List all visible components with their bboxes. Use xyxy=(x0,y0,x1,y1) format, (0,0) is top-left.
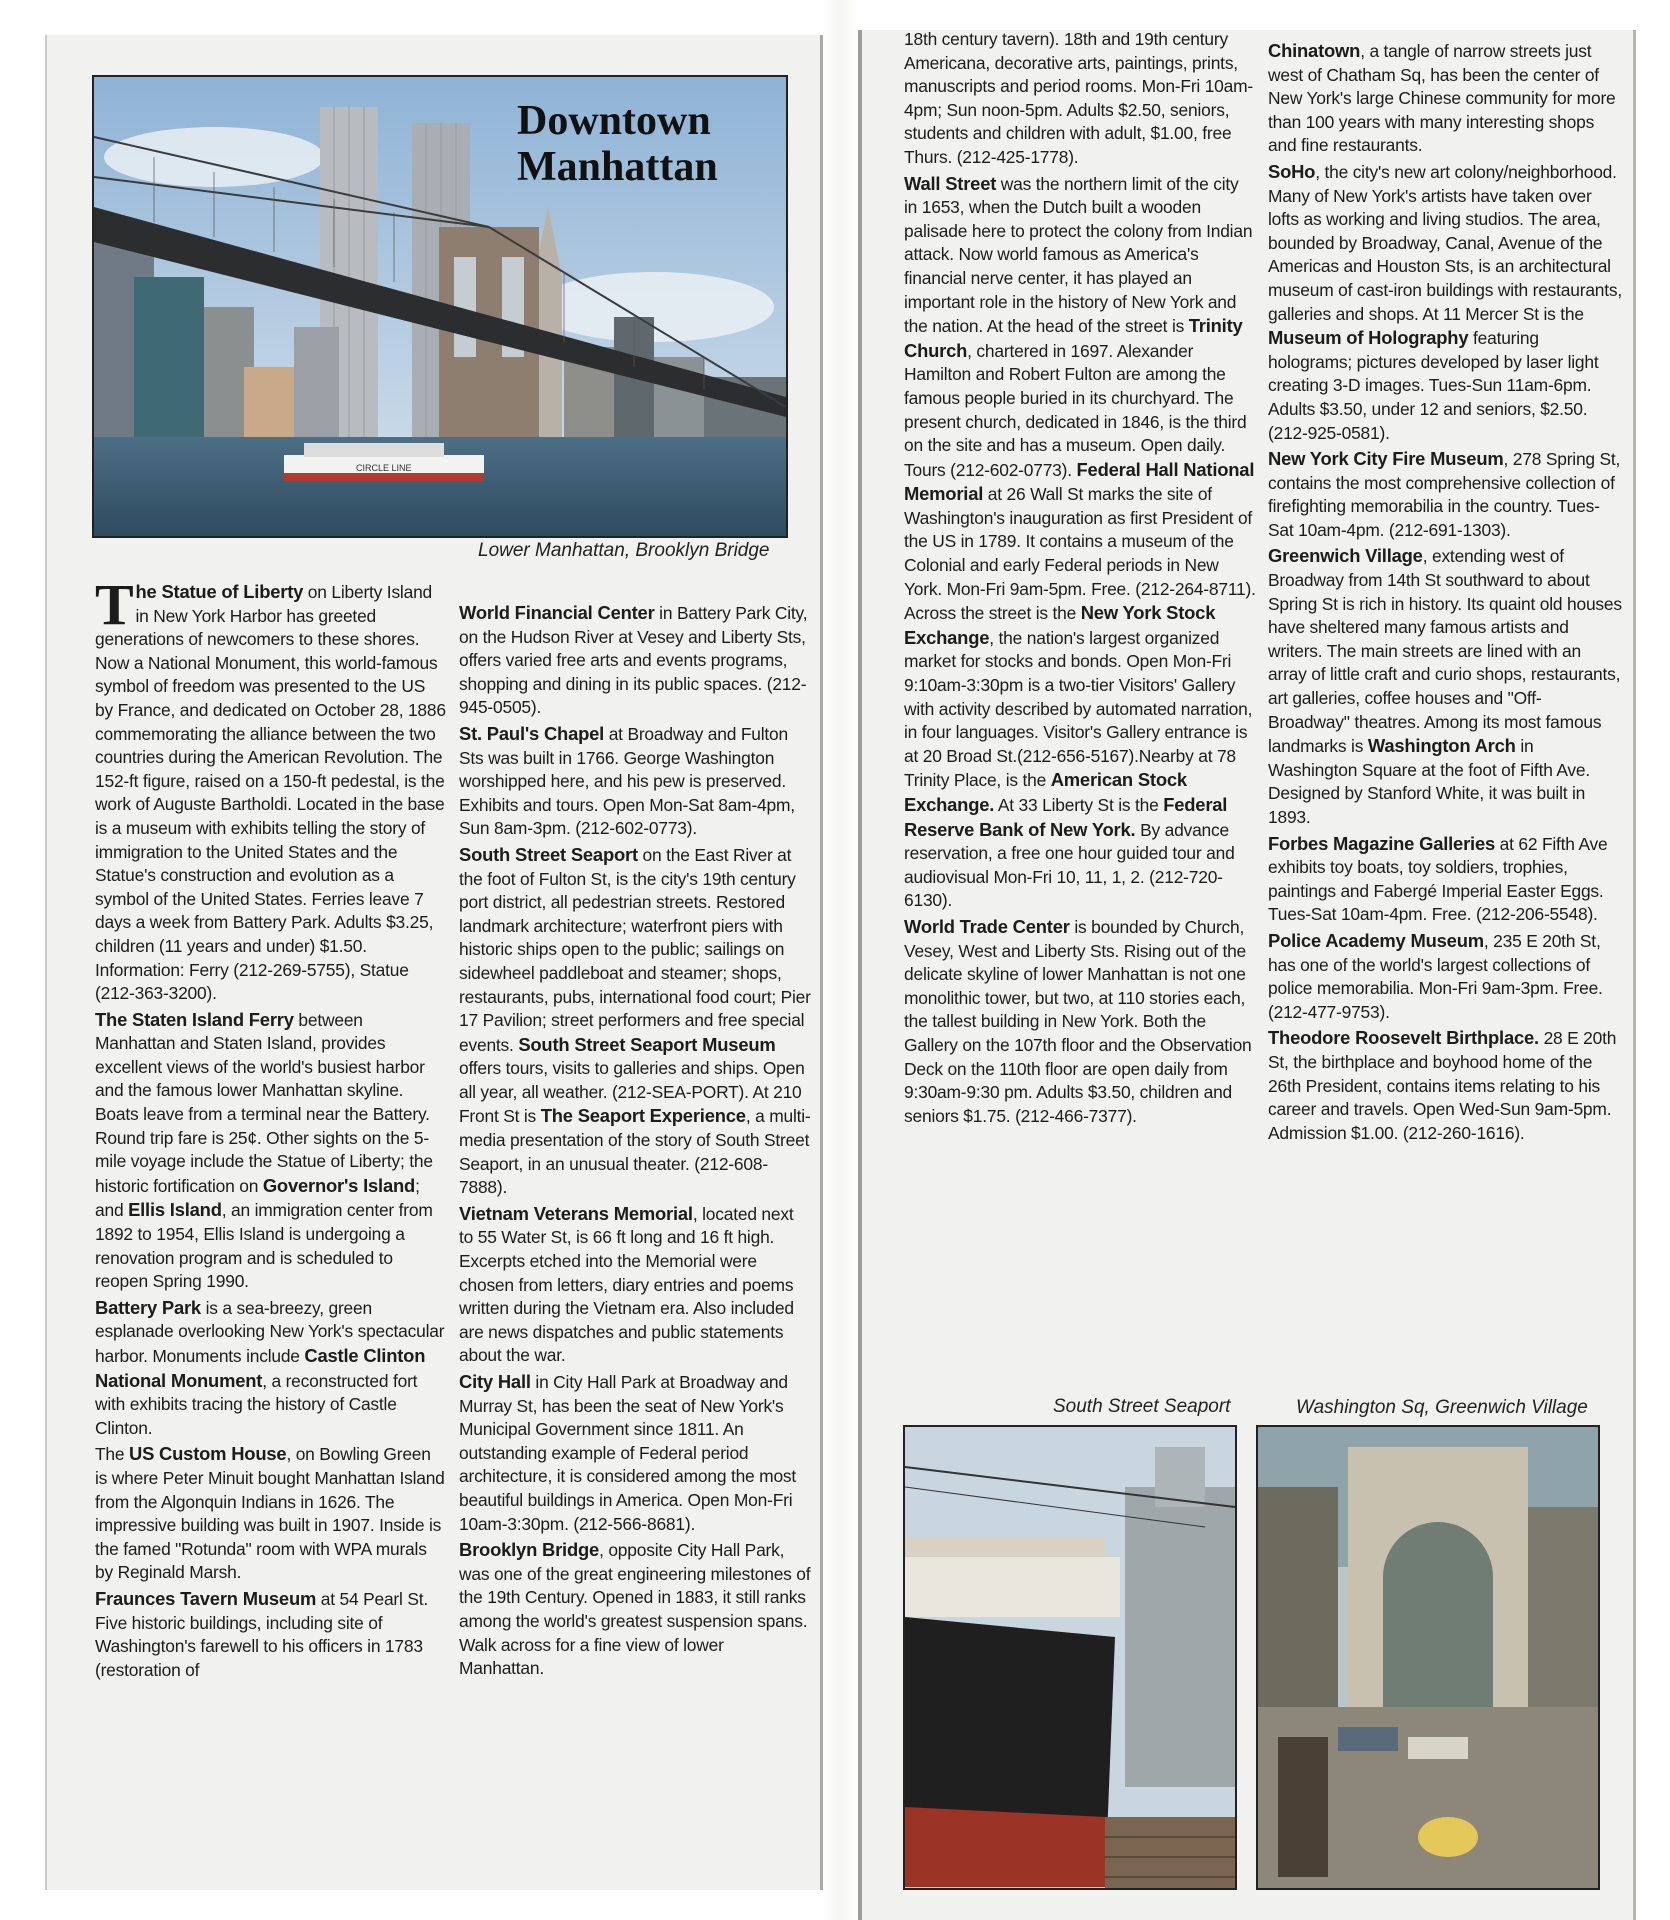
paragraph-brooklyn-bridge xyxy=(459,1538,811,1681)
paragraph-fire-museum xyxy=(1268,447,1623,542)
heading-federal-hall: Federal Hall National Memorial xyxy=(904,458,1255,505)
seaport-photo-caption: South Street Seaport xyxy=(1053,1396,1231,1417)
heading-st-pauls-chapel: St. Paul's Chapel xyxy=(459,722,605,744)
title-line-1: Downtown xyxy=(517,98,711,144)
heading-nyse: New York Stock Exchange xyxy=(904,602,1216,648)
heading-battery-park: Battery Park xyxy=(95,1296,201,1318)
heading-police-museum: Police Academy Museum xyxy=(1268,929,1484,951)
heading-brooklyn-bridge: Brooklyn Bridge xyxy=(459,1539,600,1561)
text-statue-of-liberty: on Liberty Island in New York Harbor has greeted generations of newcomers to these shores. Now a National Monument, this world-famous symbol of freedom was presented to the US by France, and dedicated on October 28, 1886 commemorating the alliance between the two countries during the American Revolution. The 152-ft figure, raised on a 150-ft pedestal, is the work of Auguste Bartholdi. Located in the base is a museum with exhibits telling the story of immigration to the United States and the Statue's construction and evolution as a symbol of the United States. Ferries leave 7 days a week from Battery Park. Adults $3.25, children (11 years and under) $1.50. Information: Ferry (212-269-5755), Statue (212-363-3200). xyxy=(95,582,446,1004)
heading-city-hall: City Hall xyxy=(459,1371,531,1392)
column-1 xyxy=(95,572,447,1684)
text-seaport-3: , a multi-media presentation of the story of South Street Seaport, in an unusual theater. (212-608-7888). xyxy=(459,1106,811,1198)
column-3 xyxy=(904,28,1256,1130)
text-wall-street-4: , the nation's largest organized market for stocks and bonds. Open Mon-Fri 9:10am-3:30pm is a two-tier Visitors' Gallery with activity described by automated narration, in four languages. Visitor's Gallery entrance is at 20 Broad St.(212-656-5167).Nearby at 78 Trinity Place, is the xyxy=(904,627,1253,791)
heading-world-trade-center: World Trade Center xyxy=(904,915,1070,937)
column-2 xyxy=(459,601,811,1683)
text-st-pauls-chapel: at Broadway and Fulton Sts was built in 1766. George Washington worshipped here, and his pew is preserved. Exhibits and tours. Open Mon-Sat 8am-4pm, Sun 8am-3pm. (212-602-0773). xyxy=(459,723,795,839)
paragraph-soho xyxy=(1268,160,1623,445)
text-fraunces-continued: 18th century tavern). 18th and 19th century Americana, decorative arts, paintings, prints, manuscripts and period rooms. Mon-Fri 10am-4pm; Sun noon-5pm. Adults $2.50, seniors, students and children with adult, $1.00, free Thurs. (212-425-1778). xyxy=(904,29,1254,167)
heading-forbes-galleries: Forbes Magazine Galleries xyxy=(1268,832,1496,854)
heading-south-street-seaport: South Street Seaport xyxy=(459,843,638,865)
heading-roosevelt-birthplace: Theodore Roosevelt Birthplace. xyxy=(1268,1027,1539,1049)
paragraph-city-hall xyxy=(459,1370,811,1536)
heading-ellis-island: Ellis Island xyxy=(128,1199,222,1221)
text-vietnam-memorial: , located next to 55 Water St, is 66 ft long and 16 ft high. Excerpts etched into the Memorial were chosen from letters, diary entries and poems written during the Vietnam era. Also included are news dispatches and public statements about the war. xyxy=(459,1203,794,1366)
text-fire-museum: , 278 Spring St, contains the most comprehensive collection of firefighting memorabilia in the country. Tues-Sat 10am-4pm. (212-691-1303). xyxy=(1268,449,1621,540)
text-soho-1: , the city's new art colony/neighborhood. Many of New York's artists have taken over lofts as working and living studios. The area, bounded by Broadway, Canal, Avenue of the Americas and Houston Sts, is an architectural museum of cast-iron buildings with restaurants, galleries and shops. At 11 Mercer St is the xyxy=(1268,161,1623,324)
heading-seaport-museum: South Street Seaport Museum xyxy=(518,1033,776,1055)
text-city-hall: in City Hall Park at Broadway and Murray St, has been the seat of New York's Municipal Government since 1811. An outstanding example of Federal period architecture, it is considered among the most beautiful buildings in America. Open Mon-Fri 10am-3:30pm. (212-566-8681). xyxy=(459,1372,797,1534)
text-chinatown: , a tangle of narrow streets just west of Chatham Sq, has been the center of New York's large Chinese community for more than 100 years with many interesting shops and fine restaurants. xyxy=(1268,41,1616,156)
text-staten-ferry-2: ; and xyxy=(95,1175,420,1221)
text-wall-street-6: By advance reservation, a free one hour guided tour and audiovisual Mon-Fri 10, 11, 1, 2. (212-720-6130). xyxy=(904,819,1235,911)
text-staten-ferry-3: , an immigration center from 1892 to 1954, Ellis Island is undergoing a renovation program and is scheduled to reopen Spring 1990. xyxy=(95,1200,433,1292)
paragraph-staten-island-ferry xyxy=(95,1008,447,1294)
text-battery-park-1: is a sea-breezy, green esplanade overlooking New York's spectacular harbor. Monuments include xyxy=(95,1297,445,1366)
heading-soho: SoHo xyxy=(1268,160,1316,182)
text-greenwich-1: , extending west of Broadway from 14th St southward to about Spring St is rich in history. Its quaint old houses have sheltered many famous artists and writers. The main streets are lined with an array of little craft and curio shops, restaurants, art galleries, coffee houses and "Off-Broadway" theatres. Among its most famous landmarks is xyxy=(1268,546,1622,757)
text-seaport-2: offers tours, visits to galleries and ships. Open all year, all weather. (212-SEA-PORT). At 210 Front St is xyxy=(459,1058,805,1127)
washington-square-photo xyxy=(1256,1425,1600,1890)
heading-vietnam-memorial: Vietnam Veterans Memorial xyxy=(459,1202,693,1224)
paragraph-fraunces-continued xyxy=(904,28,1256,170)
heading-greenwich-village: Greenwich Village xyxy=(1268,545,1423,567)
ferry-label: CIRCLE LINE xyxy=(356,463,412,473)
washington-square-illustration xyxy=(1258,1427,1598,1888)
heading-us-custom-house: US Custom House xyxy=(129,1443,287,1465)
paragraph-fraunces-tavern xyxy=(95,1587,447,1682)
paragraph-statue-of-liberty xyxy=(95,572,447,1006)
text-wall-street-2: , chartered in 1697. Alexander Hamilton and Robert Fulton are among the famous people buried in its churchyard. The present church, dedicated in 1846, is the third on the site and has a museum. Open daily. Tours (212-602-0773). xyxy=(904,340,1247,480)
text-wall-street-3: at 26 Wall St marks the site of Washington's inauguration as first President of the US in 1789. It contains a museum of the Colonial and early Federal periods in New York. Mon-Fri 9am-5pm. Free. (212-264-8711). Across the street is the xyxy=(904,484,1256,624)
text-custom-house-0: The xyxy=(95,1444,129,1465)
text-world-financial-center: in Battery Park City, on the Hudson River at Vesey and Liberty Sts, offers varied free arts and events programs, shopping and dining in its public spaces. (212-945-0505). xyxy=(459,603,808,718)
heading-chinatown: Chinatown xyxy=(1268,40,1361,61)
text-world-trade-center: is bounded by Church, Vesey, West and Liberty Sts. Rising out of the delicate skyline of lower Manhattan is not one monolithic tower, but two, at 110 stories each, the tallest building in New York. Both the Gallery on the 107th floor and the Observation Deck on the 110th floor are open daily from 9:30am-9:30 pm. Adults $3.50, children and seniors $1.75. (212-466-7377). xyxy=(904,916,1252,1126)
text-soho-2: featuring holograms; pictures developed by laser light creating 3-D images. Tues-Sun 11am-6pm. Adults $3.50, under 12 and seniors, $2.50. (212-925-0581). xyxy=(1268,328,1599,443)
fold-gap xyxy=(823,0,858,1920)
text-wall-street-5: At 33 Liberty St is the xyxy=(994,795,1164,815)
text-forbes-galleries: at 62 Fifth Ave exhibits toy boats, toy soldiers, trophies, paintings and Fabergé Imperial Easter Eggs. Tues-Sat 10am-4pm. Free. (212-206-5548). xyxy=(1268,833,1608,925)
heading-castle-clinton: Castle Clinton National Monument xyxy=(95,1345,426,1391)
text-wall-street-1: was the northern limit of the city in 1653, when the Dutch built a wooden palisade here to protect the colony from Indian attack. Now world famous as America's financial nerve center, it has played an important role in the history of New York and the nation. At the head of the street is xyxy=(904,173,1253,337)
paragraph-greenwich-village xyxy=(1268,544,1623,829)
heading-world-financial-center: World Financial Center xyxy=(459,602,655,623)
paragraph-south-street-seaport xyxy=(459,843,811,1200)
text-staten-ferry-1: between Manhattan and Staten Island, provides excellent views of the world's busiest harbor and the famous lower Manhattan skyline. Boats leave from a terminal near the Battery. Round trip fare is 25¢. Other sights on the 5-mile voyage include the Statue of Liberty; the historic fortification on xyxy=(95,1009,433,1196)
heading-federal-reserve: Federal Reserve Bank of New York. xyxy=(904,794,1228,840)
heading-staten-island-ferry: The Staten Island Ferry xyxy=(95,1008,294,1030)
heading-trinity-church: Trinity Church xyxy=(904,315,1243,361)
heading-fire-museum: New York City Fire Museum xyxy=(1268,448,1504,470)
text-battery-park-2: , a reconstructed fort with exhibits tracing the history of Castle Clinton. xyxy=(95,1370,418,1438)
paragraph-forbes-galleries xyxy=(1268,832,1623,927)
heading-fraunces-tavern: Fraunces Tavern Museum xyxy=(95,1587,317,1609)
drop-cap: T xyxy=(95,572,134,637)
top-photo-caption: Lower Manhattan, Brooklyn Bridge xyxy=(478,540,770,561)
text-fraunces-tavern: at 54 Pearl St. Five historic buildings, including site of Washington's farewell to his officers in 1783 (restoration of xyxy=(95,1588,428,1680)
paragraph-st-pauls-chapel xyxy=(459,722,811,841)
text-police-museum: , 235 E 20th St, has one of the world's largest collections of police memorabilia. Mon-Fri 9am-3pm. Free. (212-477-9753). xyxy=(1268,930,1603,1022)
text-roosevelt-birthplace: 28 E 20th St, the birthplace and boyhood home of the 26th President, contains items relating to his career and travels. Open Wed-Sun 9am-5pm. Admission $1.00. (212-260-1616). xyxy=(1268,1028,1617,1143)
text-seaport-1: on the East River at the foot of Fulton St, is the city's 19th century port district, all pedestrian streets. Restored landmark architecture; waterfront piers with historic ships open to the public; sailings on sidewheel paddleboat and steamer; shops, restaurants, pubs, international food court; Pier 17 Pavilion; street performers and free special events. xyxy=(459,844,811,1055)
text-custom-house: , on Bowling Green is where Peter Minuit bought Manhattan Island from the Algonquin Indians in 1626. The impressive building was built in 1907. Inside is the famed "Rotunda" room with WPA murals by Reginald Marsh. xyxy=(95,1444,445,1583)
heading-museum-of-holography: Museum of Holography xyxy=(1268,327,1469,349)
heading-wall-street: Wall Street xyxy=(904,172,997,194)
text-brooklyn-bridge: , opposite City Hall Park, was one of the great engineering milestones of the 19th Century. Opened in 1883, it still ranks among the world's greatest suspension spans. Walk across for a fine view of lower Manhattan. xyxy=(459,1540,811,1679)
paragraph-chinatown xyxy=(1268,39,1623,158)
heading-seaport-experience: The Seaport Experience xyxy=(540,1105,746,1127)
paragraph-vietnam-memorial xyxy=(459,1202,811,1368)
heading-statue-of-liberty: he Statue of Liberty xyxy=(135,581,304,602)
text-greenwich-2: in Washington Square at the foot of Fifth Ave. Designed by Stanford White, it was built in 1893. xyxy=(1268,736,1591,827)
paragraph-us-custom-house xyxy=(95,1442,447,1585)
column-4 xyxy=(1268,39,1623,1147)
heading-governors-island: Governor's Island xyxy=(262,1174,416,1196)
heading-amex: American Stock Exchange. xyxy=(904,769,1187,815)
paragraph-world-financial-center xyxy=(459,601,811,720)
paragraph-wall-street xyxy=(904,172,1256,913)
heading-washington-arch: Washington Arch xyxy=(1367,735,1516,757)
paragraph-battery-park xyxy=(95,1296,447,1441)
paragraph-police-museum xyxy=(1268,929,1623,1024)
washington-photo-caption: Washington Sq, Greenwich Village xyxy=(1296,1397,1588,1418)
page-title xyxy=(517,98,787,190)
paragraph-world-trade-center xyxy=(904,915,1256,1128)
paragraph-roosevelt-birthplace xyxy=(1268,1026,1623,1145)
seaport-illustration xyxy=(905,1427,1235,1888)
title-line-2: Manhattan xyxy=(517,144,718,190)
south-street-seaport-photo xyxy=(903,1425,1237,1890)
